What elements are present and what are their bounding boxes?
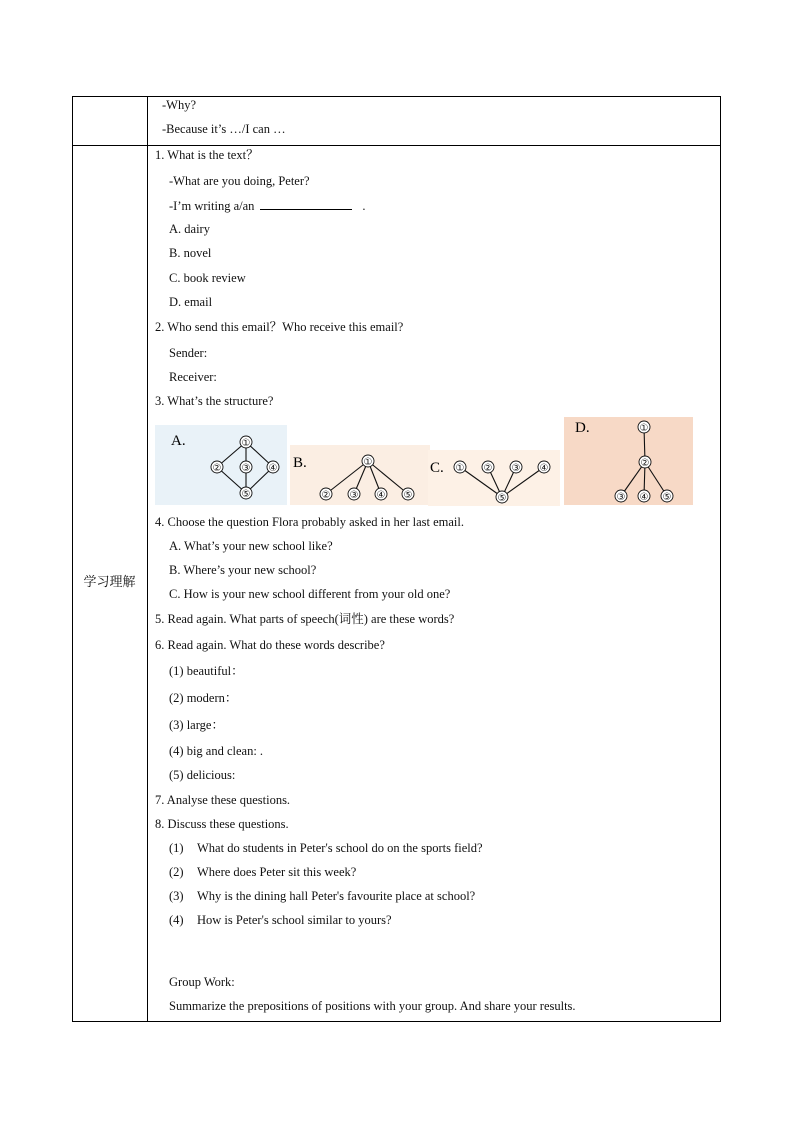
- node-2: ②: [640, 458, 650, 469]
- q8-item-3-text: Why is the dining hall Peter's favourite place at school?: [197, 889, 476, 903]
- q6-title: 6. Read again. What do these words describe?: [155, 638, 385, 652]
- structure-diagram-b: [290, 445, 430, 505]
- top-why: -Why?: [162, 98, 197, 112]
- q1-option-a: A. dairy: [169, 222, 210, 236]
- node-3: ③: [511, 463, 521, 474]
- answer-blank[interactable]: [260, 197, 352, 210]
- row-divider: [72, 145, 721, 146]
- q8-item-1-text: What do students in Peter's school do on the sports field?: [197, 841, 483, 855]
- column-divider: [147, 96, 148, 1022]
- q8-item-2-num: (2): [169, 865, 184, 879]
- q2-receiver: Receiver:: [169, 370, 217, 384]
- q4-title: 4. Choose the question Flora probably asked in her last email.: [155, 515, 464, 529]
- q1-option-b: B. novel: [169, 246, 212, 260]
- q2-sender: Sender:: [169, 346, 208, 360]
- node-3: ③: [349, 490, 359, 501]
- diagram-a-label: A.: [171, 433, 186, 449]
- q8-title: 8. Discuss these questions.: [155, 817, 289, 831]
- q8-item-4-num: (4): [169, 913, 184, 927]
- q4-option-b: B. Where’s your new school?: [169, 563, 317, 577]
- q1-option-d: D. email: [169, 295, 213, 309]
- q8-item-4-text: How is Peter's school similar to yours?: [197, 913, 392, 927]
- node-1: ①: [639, 423, 649, 434]
- node-4: ④: [376, 490, 386, 501]
- node-3: ③: [616, 492, 626, 503]
- node-1: ①: [455, 463, 465, 474]
- q6-item-4: (4) big and clean: .: [169, 744, 264, 758]
- q6-item-1: (1) beautiful：: [169, 664, 244, 678]
- structure-diagram-c: [428, 450, 560, 506]
- q1-dialog-1: -What are you doing, Peter?: [169, 174, 310, 188]
- q1-option-c: C. book review: [169, 271, 246, 285]
- node-4: ④: [268, 463, 278, 474]
- structure-diagram-d: [564, 417, 693, 505]
- q1-dialog-2-text: -I’m writing a/an: [169, 199, 255, 213]
- diagram-c-label: C.: [430, 460, 444, 476]
- q1-title: 1. What is the text？: [155, 148, 259, 162]
- node-5: ⑤: [497, 493, 507, 504]
- node-2: ②: [321, 490, 331, 501]
- q8-item-2-text: Where does Peter sit this week?: [197, 865, 357, 879]
- q8-item-3-num: (3): [169, 889, 184, 903]
- node-3: ③: [241, 463, 251, 474]
- node-2: ②: [483, 463, 493, 474]
- structure-diagram-a: [155, 425, 287, 505]
- section-label: 学习理解: [83, 575, 136, 590]
- node-5: ⑤: [241, 489, 251, 500]
- q6-item-2: (2) modern：: [169, 691, 238, 705]
- node-1: ①: [241, 438, 251, 449]
- group-work-text: Summarize the prepositions of positions with your group. And share your results.: [169, 999, 576, 1013]
- q1-dialog-2: [169, 197, 366, 214]
- node-4: ④: [639, 492, 649, 503]
- group-work-title: Group Work:: [169, 975, 235, 989]
- node-5: ⑤: [403, 490, 413, 501]
- q4-option-c: C. How is your new school different from your old one?: [169, 587, 451, 601]
- q7-title: 7. Analyse these questions.: [155, 793, 291, 807]
- q3-title: 3. What’s the structure?: [155, 394, 274, 408]
- node-5: ⑤: [662, 492, 672, 503]
- node-2: ②: [212, 463, 222, 474]
- q4-option-a: A. What’s your new school like?: [169, 539, 333, 553]
- q6-item-5: (5) delicious:: [169, 768, 236, 782]
- q5-title: 5. Read again. What parts of speech(词性) are these words?: [155, 612, 455, 626]
- q2-title: 2. Who send this email？Who receive this email?: [155, 320, 404, 334]
- q6-item-3: (3) large：: [169, 718, 224, 732]
- diagram-b-label: B.: [293, 455, 307, 471]
- top-because: -Because it’s …/I can …: [162, 122, 286, 136]
- diagram-d-label: D.: [575, 420, 590, 436]
- node-1: ①: [363, 457, 373, 468]
- q1-dialog-2-end: .: [362, 199, 366, 213]
- q8-item-1-num: (1): [169, 841, 184, 855]
- node-4: ④: [539, 463, 549, 474]
- diagram-c-background: [428, 450, 560, 506]
